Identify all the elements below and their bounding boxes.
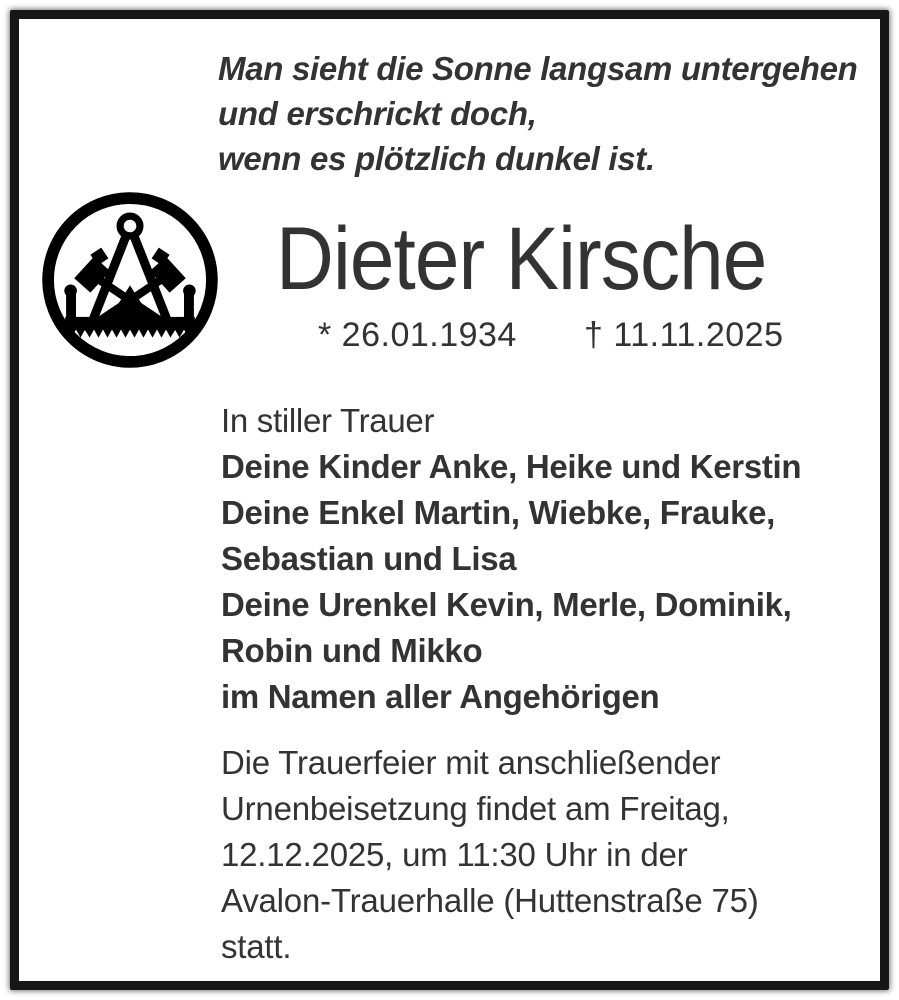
mourner-line: Deine Kinder Anke, Heike und Kerstin — [221, 448, 802, 485]
quote-line: Man sieht die Sonne langsam untergehen — [218, 50, 858, 87]
funeral-line: statt. — [221, 928, 292, 965]
birth-date: * 26.01.1934 — [318, 316, 517, 354]
funeral-line: 12.12.2025, um 11:30 Uhr in der — [221, 836, 688, 873]
funeral-line: Avalon-Trauerhalle (Huttenstraße 75) — [221, 882, 759, 919]
funeral-details — [221, 740, 759, 970]
carpenter-guild-icon — [40, 190, 220, 370]
mourner-line: im Namen aller Angehörigen — [221, 678, 660, 715]
mourner-line: Deine Enkel Martin, Wiebke, Frauke, — [221, 494, 776, 531]
deceased-name: Dieter Kirsche — [276, 208, 767, 308]
mourners-block — [221, 398, 801, 720]
mourner-line: Deine Urenkel Kevin, Merle, Dominik, — [221, 586, 792, 623]
memorial-quote — [218, 46, 858, 181]
mourning-intro: In stiller Trauer — [221, 402, 435, 439]
mourner-line: Sebastian und Lisa — [221, 540, 517, 577]
funeral-line: Die Trauerfeier mit anschließender — [221, 744, 721, 781]
quote-line: wenn es plötzlich dunkel ist. — [218, 140, 655, 177]
mourner-line: Robin und Mikko — [221, 632, 483, 669]
funeral-line: Urnenbeisetzung findet am Freitag, — [221, 790, 730, 827]
quote-line: und erschrickt doch, — [218, 95, 537, 132]
death-date: † 11.11.2025 — [584, 316, 784, 354]
